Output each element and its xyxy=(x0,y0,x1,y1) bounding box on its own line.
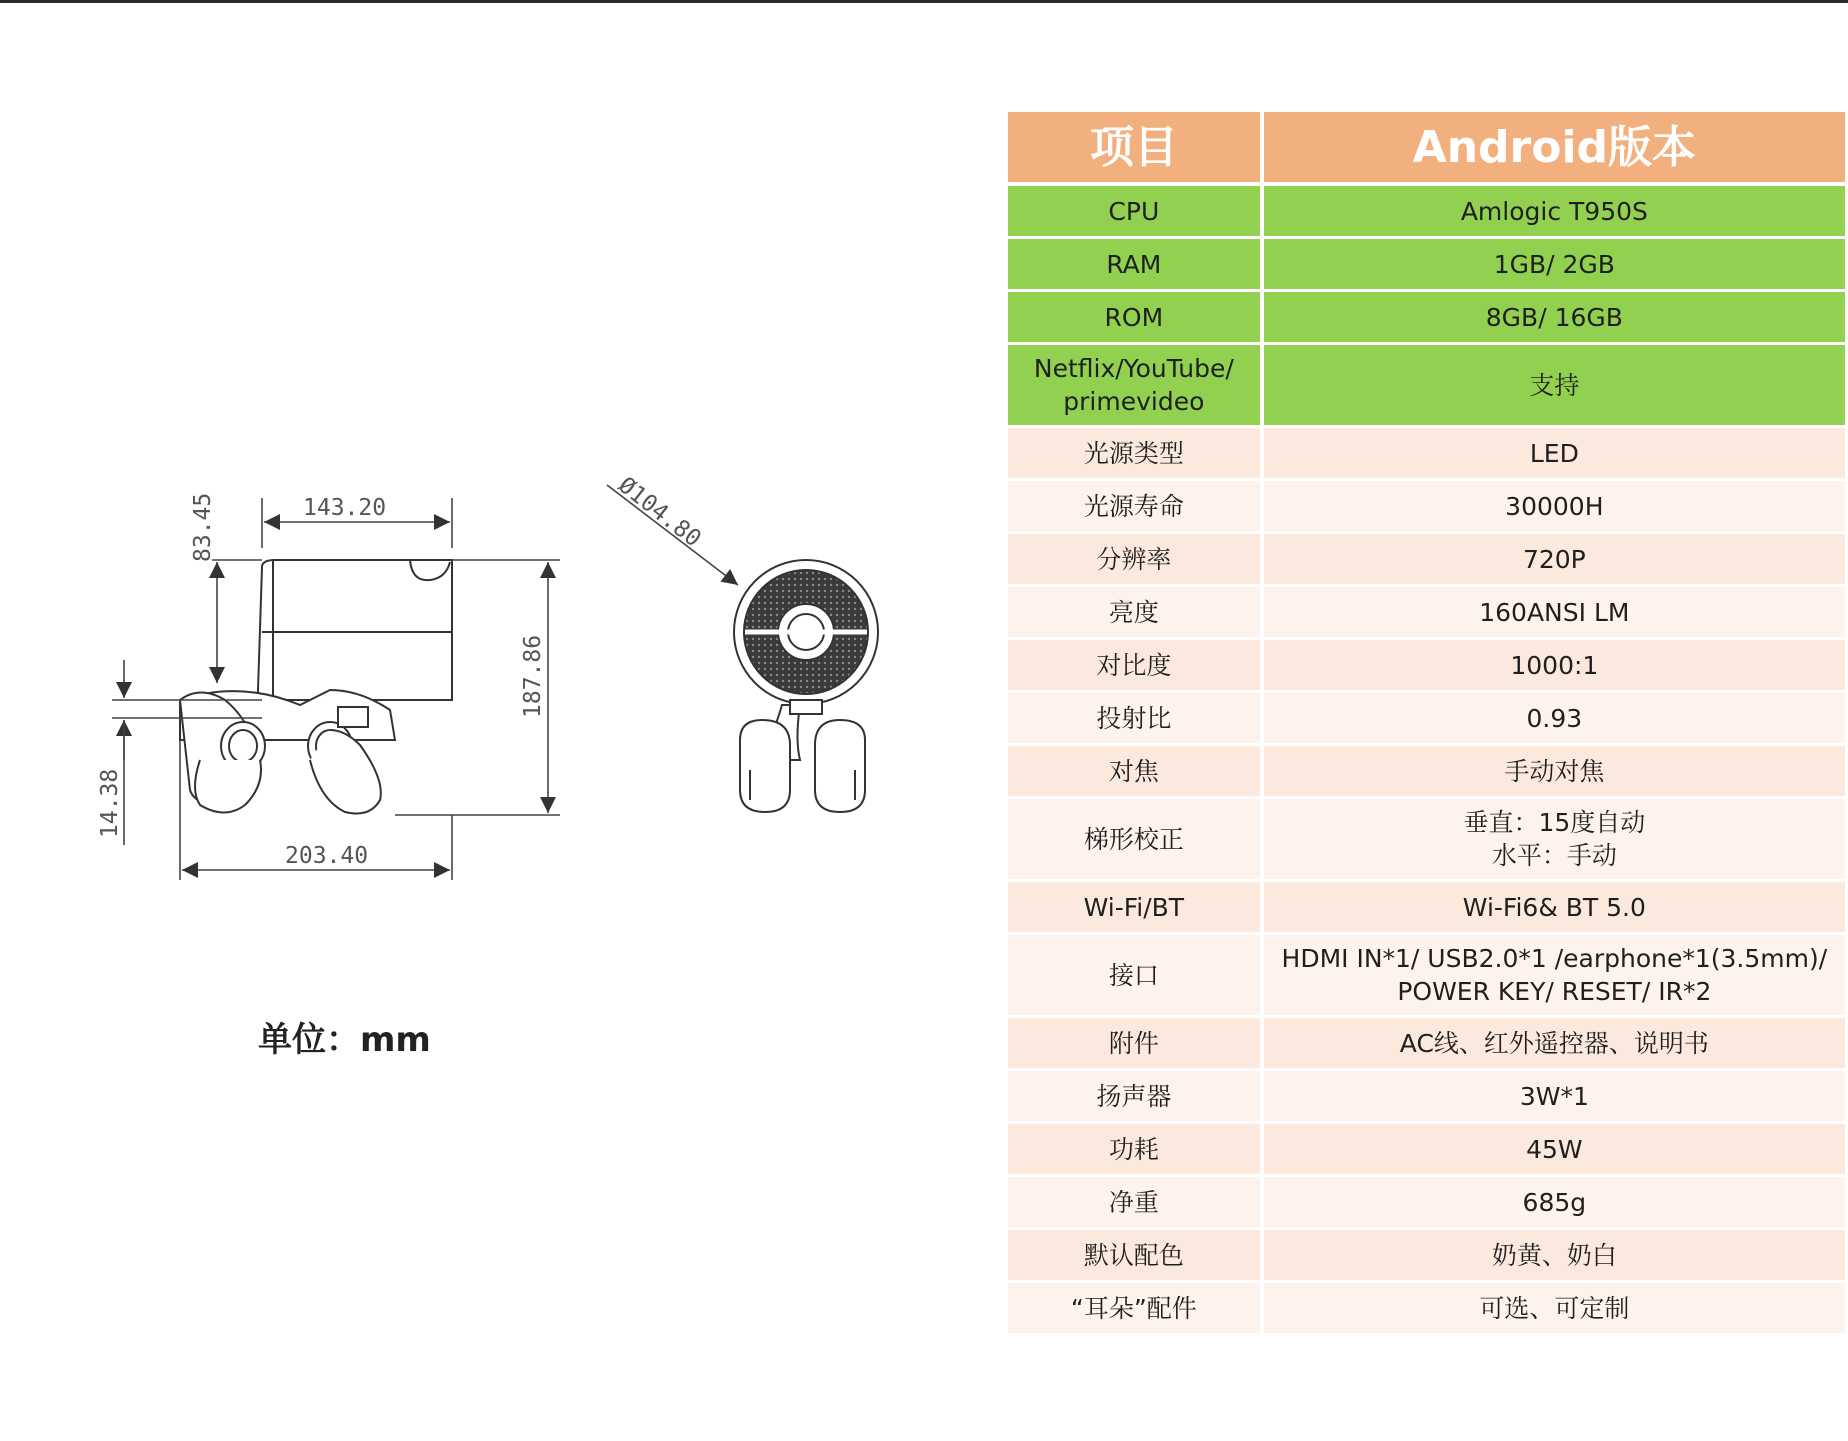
header-android-version: Android版本 xyxy=(1264,112,1845,186)
unit-label: 单位：mm xyxy=(258,1020,431,1060)
row-label: 亮度 xyxy=(1008,587,1264,640)
table-row xyxy=(1008,239,1845,292)
table-row xyxy=(1008,292,1845,345)
table-row xyxy=(1008,186,1845,239)
row-label: Wi-Fi/BT xyxy=(1008,882,1264,935)
row-label xyxy=(1008,345,1264,428)
row-value: Wi-Fi6& BT 5.0 xyxy=(1264,882,1845,935)
row-value: 1000:1 xyxy=(1264,640,1845,693)
row-label: 投射比 xyxy=(1008,693,1264,746)
row-label-line-2: primevideo xyxy=(1063,387,1205,416)
header-item: 项目 xyxy=(1008,112,1264,186)
table-row xyxy=(1008,534,1845,587)
row-value xyxy=(1264,799,1845,882)
row-label: 扬声器 xyxy=(1008,1071,1264,1124)
row-label: 接口 xyxy=(1008,935,1264,1018)
table-row xyxy=(1008,640,1845,693)
dim-base-width: 203.40 xyxy=(285,843,369,869)
row-value xyxy=(1264,935,1845,1018)
row-value-line-1: 垂直：15度自动 xyxy=(1463,808,1646,837)
row-label: “耳朵”配件 xyxy=(1008,1283,1264,1336)
row-value: Amlogic T950S xyxy=(1264,186,1845,239)
row-value-line-2: 水平：手动 xyxy=(1491,841,1617,870)
row-label: CPU xyxy=(1008,186,1264,239)
side-view xyxy=(180,560,452,814)
table-row xyxy=(1008,693,1845,746)
table-row xyxy=(1008,799,1845,882)
table-row xyxy=(1008,882,1845,935)
row-value: AC线、红外遥控器、说明书 xyxy=(1264,1018,1845,1071)
front-view xyxy=(734,560,878,812)
table-header-row xyxy=(1008,112,1845,186)
spec-table xyxy=(1008,112,1845,1336)
row-value: 720P xyxy=(1264,534,1845,587)
row-value: 可选、可定制 xyxy=(1264,1283,1845,1336)
row-value: 8GB/ 16GB xyxy=(1264,292,1845,345)
row-label: 对比度 xyxy=(1008,640,1264,693)
dim-lens-diameter: Ø104.80 xyxy=(613,472,706,553)
row-value: 奶黄、奶白 xyxy=(1264,1230,1845,1283)
row-label: 净重 xyxy=(1008,1177,1264,1230)
row-value: 1GB/ 2GB xyxy=(1264,239,1845,292)
row-value-line-1: HDMI IN*1/ USB2.0*1 /earphone*1(3.5mm)/ xyxy=(1281,944,1828,973)
table-row xyxy=(1008,587,1845,640)
table-row xyxy=(1008,746,1845,799)
row-value: 685g xyxy=(1264,1177,1845,1230)
row-label: 附件 xyxy=(1008,1018,1264,1071)
row-value: 160ANSI LM xyxy=(1264,587,1845,640)
table-row xyxy=(1008,481,1845,534)
row-value: 3W*1 xyxy=(1264,1071,1845,1124)
table-row xyxy=(1008,345,1845,428)
table-row xyxy=(1008,1230,1845,1283)
row-value: 手动对焦 xyxy=(1264,746,1845,799)
dim-ear-offset: 14.38 xyxy=(97,768,123,838)
dim-top-width: 143.20 xyxy=(303,495,387,521)
table-row xyxy=(1008,1071,1845,1124)
row-label: ROM xyxy=(1008,292,1264,345)
row-value: 支持 xyxy=(1264,345,1845,428)
table-row xyxy=(1008,1283,1845,1336)
row-value: 0.93 xyxy=(1264,693,1845,746)
row-label: 功耗 xyxy=(1008,1124,1264,1177)
row-label: RAM xyxy=(1008,239,1264,292)
row-value: 30000H xyxy=(1264,481,1845,534)
row-label: 光源寿命 xyxy=(1008,481,1264,534)
dim-upper-height: 83.45 xyxy=(190,492,216,562)
row-value: 45W xyxy=(1264,1124,1845,1177)
row-value-line-2: POWER KEY/ RESET/ IR*2 xyxy=(1397,977,1712,1006)
table-row xyxy=(1008,428,1845,481)
table-row xyxy=(1008,1018,1845,1071)
row-label: 梯形校正 xyxy=(1008,799,1264,882)
row-label-line-1: Netflix/YouTube/ xyxy=(1033,354,1234,383)
row-value: LED xyxy=(1264,428,1845,481)
row-label: 光源类型 xyxy=(1008,428,1264,481)
row-label: 对焦 xyxy=(1008,746,1264,799)
dim-total-height: 187.86 xyxy=(520,634,546,718)
table-row xyxy=(1008,935,1845,1018)
table-row xyxy=(1008,1124,1845,1177)
table-row xyxy=(1008,1177,1845,1230)
row-label: 默认配色 xyxy=(1008,1230,1264,1283)
row-label: 分辨率 xyxy=(1008,534,1264,587)
